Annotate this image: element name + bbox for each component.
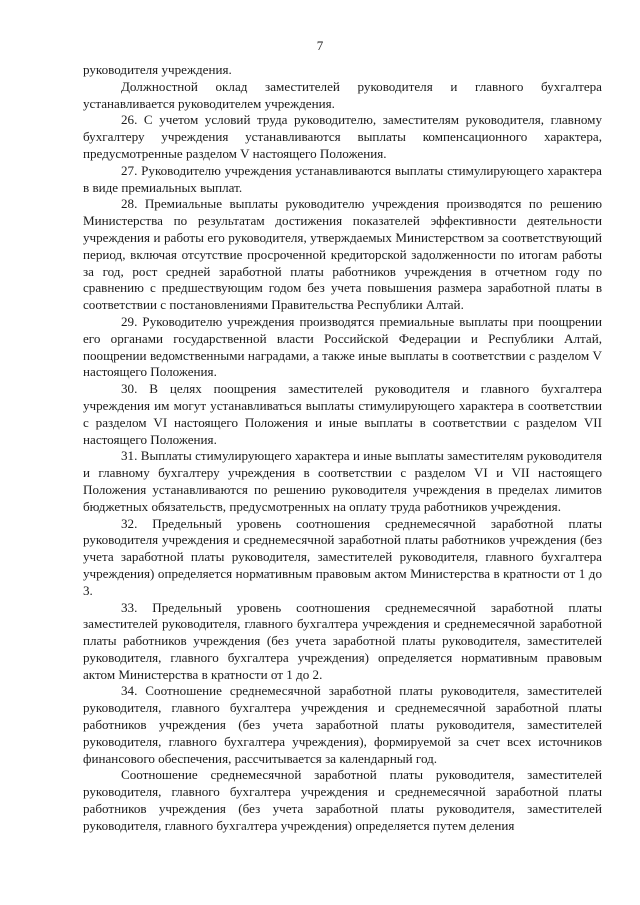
paragraph-32: 32. Предельный уровень соотношения среднемесячной заработной платы руководителя учреждения и среднемесячной заработной платы работников учреждения (без учета заработной платы руководителя, заместителей руководителя, главного бухгалтера учреждения) определяется нормативным правовым актом Министерства в кратности от 1 до 3.: [83, 515, 602, 598]
paragraph-26: 26. С учетом условий труда руководителю, заместителям руководителя, главному бухгалтеру учреждения устанавливаются выплаты компенсационного характера, предусмотренные разделом V настоящего Положения.: [83, 112, 602, 161]
paragraph-27: 27. Руководителю учреждения устанавливаются выплаты стимулирующего характера в виде премиальных выплат.: [83, 162, 602, 195]
paragraph-33: 33. Предельный уровень соотношения среднемесячной заработной платы заместителей руководителя, главного бухгалтера учреждения и среднемесячной заработной платы работников учреждения (без учета заработной платы руководителя, заместителей руководителя, главного бухгалтера учреждения) определяется нормативным правовым актом Министерства в кратности от 1 до 2.: [83, 599, 602, 682]
paragraph-continuation: руководителя учреждения.: [83, 62, 232, 77]
paragraph-34: 34. Соотношение среднемесячной заработной платы руководителя, заместителей руководителя, главного бухгалтера учреждения и среднемесячной заработной платы работников учреждения (без учета заработной платы руководителя, заместителей руководителя, главного бухгалтера учреждения), формируемой за счет всех источников финансового обеспечения, рассчитывается за календарный год.: [83, 683, 602, 766]
paragraph-30: 30. В целях поощрения заместителей руководителя и главного бухгалтера учреждения им могут устанавливаться выплаты стимулирующего характера в соответствии с разделом VI настоящего Положения и иные выплаты в соответствии с разделом VII настоящего Положения.: [83, 381, 602, 447]
paragraph-28: 28. Премиальные выплаты руководителю учреждения производятся по решению Министерства по результатам достижения показателей эффективности деятельности учреждения и работы его руководителя, утверждаемых Министерством за соответствующий период, включая отсутствие просроченной кредиторской задолженности по итогам работы за год, рост средней заработной платы работников учреждения в отчетном году по сравнению с предшествующим годом без учета повышения размера заработной платы в соответствии с постановлениями Правительства Республики Алтай.: [83, 196, 602, 313]
paragraph-ratio-calculation: Соотношение среднемесячной заработной платы руководителя, заместителей руководителя, главного бухгалтера учреждения и среднемесячной заработной платы работников учреждения (без учета заработной платы руководителя, заместителей руководителя, главного бухгалтера учреждения) определяется путем деления: [83, 767, 602, 833]
page-number: 7: [316, 38, 324, 53]
document-body: [83, 62, 602, 835]
paragraph-deputy-salary: Должностной оклад заместителей руководителя и главного бухгалтера устанавливается руководителем учреждения.: [83, 78, 602, 111]
paragraph-31: 31. Выплаты стимулирующего характера и иные выплаты заместителям руководителя и главному бухгалтеру учреждения в соответствии с разделом VI и VII настоящего Положения устанавливаются по решению руководителя учреждения в пределах лимитов бюджетных обязательств, предусмотренных на оплату труда работников учреждения.: [83, 448, 602, 514]
paragraph-29: 29. Руководителю учреждения производятся премиальные выплаты при поощрении его органами государственной власти Российской Федерации и Республики Алтай, поощрении ведомственными наградами, а также иные выплаты в соответствии с разделом V настоящего Положения.: [83, 313, 602, 380]
